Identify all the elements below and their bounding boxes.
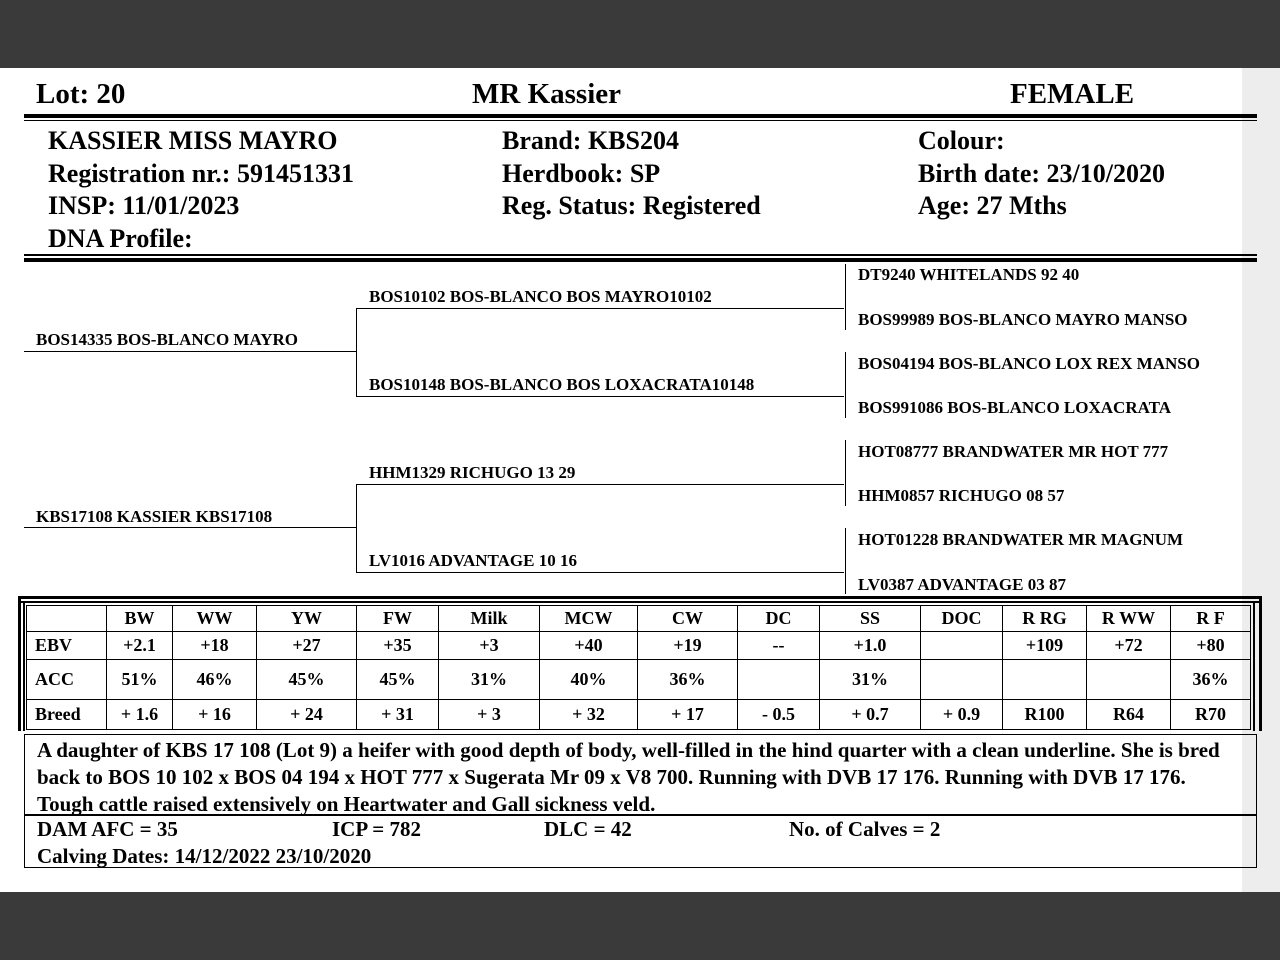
ebv-header-row: [27, 606, 1251, 632]
pedigree-ggp: BOS99989 BOS-BLANCO MAYRO MANSO: [858, 310, 1188, 329]
acc-row-label: ACC: [27, 660, 107, 700]
colour: Colour:: [918, 126, 1005, 155]
lot-page: [0, 68, 1280, 892]
breeder-name: MR Kassier: [472, 78, 621, 110]
ebv-header-cell: R F: [1171, 606, 1251, 632]
lot-number: Lot: 20: [36, 78, 126, 110]
ebv-cell: +19: [638, 632, 738, 660]
acc-cell: 36%: [638, 660, 738, 700]
breed-row-label: Breed: [27, 700, 107, 730]
icp: ICP = 782: [332, 817, 421, 841]
acc-cell: [921, 660, 1003, 700]
animal-name: KASSIER MISS MAYRO: [48, 126, 338, 155]
acc-cell: [1003, 660, 1087, 700]
acc-cell: [738, 660, 820, 700]
acc-cell: 31%: [820, 660, 921, 700]
info-bottom-rule: [24, 258, 1257, 262]
pedigree-ggp: BOS04194 BOS-BLANCO LOX REX MANSO: [858, 354, 1200, 373]
pedigree-line: [845, 528, 846, 594]
ebv-header-cell: R RG: [1003, 606, 1087, 632]
ebv-header-cell: SS: [820, 606, 921, 632]
reg-status: Reg. Status: Registered: [502, 191, 761, 220]
ebv-frame-right-thin: [1253, 601, 1255, 731]
animal-info-right: [918, 125, 1165, 223]
ebv-cell: +40: [540, 632, 638, 660]
pedigree-dam-sire: HHM1329 RICHUGO 13 29: [369, 463, 576, 482]
insp-date: INSP: 11/01/2023: [48, 191, 240, 220]
ebv-cell: +27: [257, 632, 357, 660]
ebv-cell: +1.0: [820, 632, 921, 660]
pedigree-line: [845, 352, 846, 418]
ebv-header-cell: Milk: [439, 606, 540, 632]
animal-info-middle: [502, 125, 761, 223]
acc-cell: 31%: [439, 660, 540, 700]
ebv-cell: [921, 632, 1003, 660]
breed-cell: R70: [1171, 700, 1251, 730]
pedigree-dam: KBS17108 KASSIER KBS17108: [36, 507, 273, 526]
pedigree-line: [845, 440, 846, 506]
breed-cell: + 0.7: [820, 700, 921, 730]
lot-comment: [24, 734, 1257, 816]
ebv-table: [26, 605, 1251, 730]
pedigree-ggp: HHM0857 RICHUGO 08 57: [858, 486, 1065, 505]
ebv-header-cell: [27, 606, 107, 632]
acc-cell: 46%: [173, 660, 257, 700]
ebv-cell: +18: [173, 632, 257, 660]
acc-cell: 36%: [1171, 660, 1251, 700]
ebv-row: [27, 632, 1251, 660]
pedigree-ggp: BOS991086 BOS-BLANCO LOXACRATA: [858, 398, 1171, 417]
pedigree-line: [845, 264, 846, 330]
ebv-header-cell: WW: [173, 606, 257, 632]
ebv-row-label: EBV: [27, 632, 107, 660]
calving-dates: Calving Dates: 14/12/2022 23/10/2020: [37, 844, 372, 868]
acc-cell: 45%: [257, 660, 357, 700]
ebv-header-cell: DOC: [921, 606, 1003, 632]
breed-cell: + 3: [439, 700, 540, 730]
pedigree-sire-sire: BOS10102 BOS-BLANCO BOS MAYRO10102: [369, 287, 712, 306]
ebv-frame-left-thin: [23, 601, 25, 731]
ebv-header-cell: DC: [738, 606, 820, 632]
pedigree-line: [24, 351, 356, 352]
pedigree-ggp: DT9240 WHITELANDS 92 40: [858, 265, 1080, 284]
pedigree-ggp: HOT01228 BRANDWATER MR MAGNUM: [858, 530, 1184, 549]
breed-cell: + 17: [638, 700, 738, 730]
acc-cell: [1087, 660, 1171, 700]
acc-cell: 45%: [357, 660, 439, 700]
breed-cell: R64: [1087, 700, 1171, 730]
pedigree-line: [24, 527, 356, 528]
pedigree-line: [356, 396, 844, 397]
bottom-dark-band: [0, 892, 1280, 960]
ebv-cell: --: [738, 632, 820, 660]
breed-cell: - 0.5: [738, 700, 820, 730]
dam-stats: [24, 814, 1257, 868]
breed-cell: R100: [1003, 700, 1087, 730]
birth-date: Birth date: 23/10/2020: [918, 158, 1165, 188]
registration-number: Registration nr.: 591451331: [48, 158, 354, 188]
pedigree-line: [356, 572, 844, 573]
age: Age: 27 Mths: [918, 191, 1067, 220]
acc-cell: 51%: [107, 660, 173, 700]
ebv-header-cell: CW: [638, 606, 738, 632]
ebv-header-cell: MCW: [540, 606, 638, 632]
herdbook: Herdbook: SP: [502, 158, 661, 188]
number-of-calves: No. of Calves = 2: [789, 817, 941, 841]
pedigree-sire: BOS14335 BOS-BLANCO MAYRO: [36, 330, 298, 349]
acc-cell: 40%: [540, 660, 638, 700]
breed-cell: + 31: [357, 700, 439, 730]
breed-cell: + 0.9: [921, 700, 1003, 730]
ebv-header-cell: R WW: [1087, 606, 1171, 632]
ebv-frame-left: [18, 596, 21, 731]
header-top-rule: [24, 114, 1257, 118]
pedigree-line: [356, 484, 844, 485]
top-dark-band: [0, 0, 1280, 68]
ebv-cell: +2.1: [107, 632, 173, 660]
pedigree-ggp: HOT08777 BRANDWATER MR HOT 777: [858, 442, 1169, 461]
ebv-cell: +35: [357, 632, 439, 660]
animal-info-left: [48, 125, 354, 255]
pedigree-line: [356, 308, 357, 397]
pedigree-ggp: LV0387 ADVANTAGE 03 87: [858, 575, 1066, 594]
breed-cell: + 1.6: [107, 700, 173, 730]
ebv-frame-right: [1259, 596, 1262, 731]
comment-text: A daughter of KBS 17 108 (Lot 9) a heifer with good depth of body, well-filled in the hind quarter with a clean underline. She is bred back to BOS 10 102 x BOS 04 194 x HOT 777 x Sugerata Mr 09 x V8 700. Running with DVB 17 176. Running with DVB 17 176. Tough cattle raised extensively on Heartwater and Gall sickness veld.: [37, 738, 1220, 816]
ebv-cell: +3: [439, 632, 540, 660]
pedigree-dam-dam: LV1016 ADVANTAGE 10 16: [369, 551, 577, 570]
info-bottom-rule-thin: [24, 254, 1257, 256]
breed-cell: + 16: [173, 700, 257, 730]
acc-row: [27, 660, 1251, 700]
dna-profile: DNA Profile:: [48, 223, 193, 253]
ebv-header-cell: FW: [357, 606, 439, 632]
ebv-cell: +80: [1171, 632, 1251, 660]
ebv-frame-top-thin: [18, 601, 1262, 603]
ebv-header-cell: YW: [257, 606, 357, 632]
dlc: DLC = 42: [544, 817, 632, 841]
breed-cell: + 32: [540, 700, 638, 730]
ebv-header-cell: BW: [107, 606, 173, 632]
breed-row: [27, 700, 1251, 730]
pedigree-sire-dam: BOS10148 BOS-BLANCO BOS LOXACRATA10148: [369, 375, 755, 394]
pedigree-line: [356, 308, 844, 309]
brand: Brand: KBS204: [502, 126, 679, 155]
animal-sex: FEMALE: [1010, 78, 1135, 110]
breed-cell: + 24: [257, 700, 357, 730]
ebv-cell: +72: [1087, 632, 1171, 660]
dam-afc: DAM AFC = 35: [37, 817, 178, 841]
header-top-rule-thin: [24, 120, 1257, 121]
ebv-frame-top: [18, 596, 1262, 599]
ebv-cell: +109: [1003, 632, 1087, 660]
pedigree-line: [356, 484, 357, 573]
